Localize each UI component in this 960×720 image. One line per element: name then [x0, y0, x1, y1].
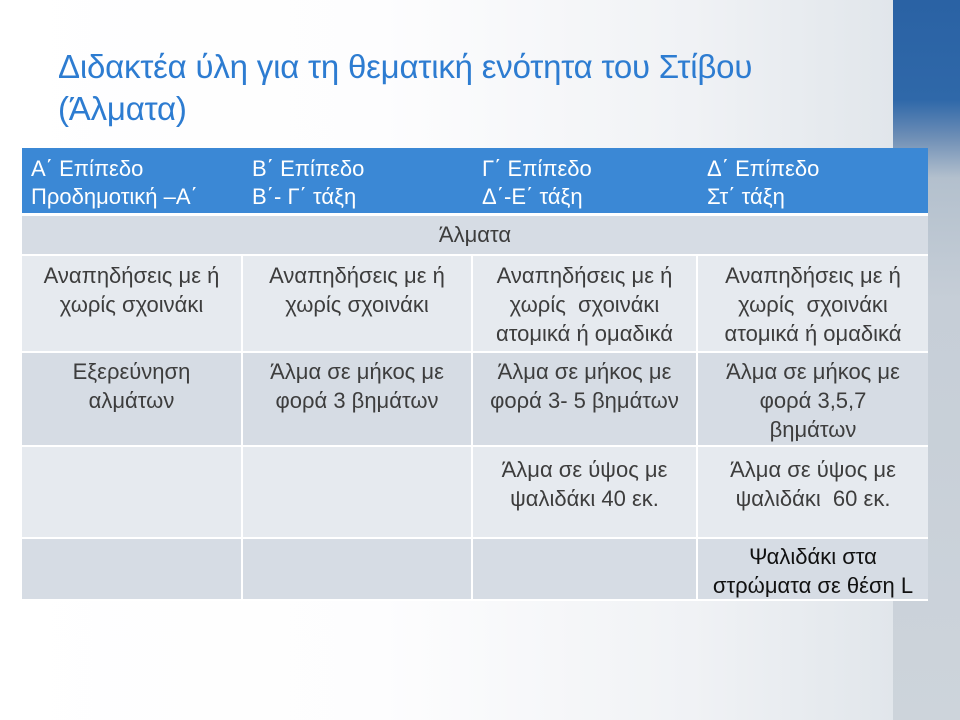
cell-d-high-jump	[698, 447, 928, 539]
cell-b-empty	[243, 447, 473, 539]
cell-text-line: χωρίς σχοινάκι	[509, 292, 660, 317]
cell-a-bounces	[22, 256, 243, 353]
cell-b-bounces	[243, 256, 473, 353]
header-cell-level-b	[243, 148, 473, 216]
header-grade-label: Β΄- Γ΄ τάξη	[252, 184, 357, 209]
cell-text-line: Άλμα σε ύψος με	[730, 457, 896, 482]
header-level-label: Α΄ Επίπεδο	[31, 156, 144, 181]
cell-text-line: φορά 3,5,7	[759, 388, 867, 413]
header-grade-label: Προδημοτική –Α΄	[31, 184, 198, 209]
cell-c-high-jump	[473, 447, 698, 539]
cell-a-empty	[22, 539, 243, 601]
cell-text-line: Εξερεύνηση	[72, 359, 191, 384]
cell-text-line: Αναπηδήσεις με ή	[269, 263, 445, 288]
cell-a-jump-exploration	[22, 353, 243, 447]
header-grade-label: Στ΄ τάξη	[707, 184, 785, 209]
cell-text-line: Αναπηδήσεις με ή	[496, 263, 673, 288]
title-line-2: (Άλματα)	[58, 90, 187, 127]
cell-text-line: αλμάτων	[88, 388, 175, 413]
cell-text-line: ατομικά ή ομαδικά	[495, 321, 674, 346]
cell-text-line: ψαλιδάκι 40 εκ.	[510, 486, 659, 511]
cell-text-line: βημάτων	[769, 417, 857, 442]
cell-text-line: φορά 3 βημάτων	[275, 388, 439, 413]
cell-text-line: φορά 3- 5 βημάτων	[490, 388, 679, 413]
header-level-label: Δ΄ Επίπεδο	[707, 156, 820, 181]
cell-text-line: Άλμα σε μήκος με	[270, 359, 444, 384]
cell-b-long-jump	[243, 353, 473, 447]
cell-text-line: ατομικά ή ομαδικά	[724, 321, 902, 346]
header-cell-level-d	[698, 148, 928, 216]
slide-title	[58, 46, 878, 130]
cell-b-empty	[243, 539, 473, 601]
cell-c-empty	[473, 539, 698, 601]
header-cell-level-c	[473, 148, 698, 216]
header-level-label: Β΄ Επίπεδο	[252, 156, 365, 181]
cell-text-line: ψαλιδάκι 60 εκ.	[735, 486, 891, 511]
cell-c-long-jump	[473, 353, 698, 447]
title-line-1: Διδακτέα ύλη για τη θεματική ενότητα του Στίβου	[58, 48, 753, 85]
cell-text-line: Άλμα σε ύψος με	[501, 457, 668, 482]
curriculum-table	[22, 148, 928, 601]
cell-d-mat-scissor-jump	[698, 539, 928, 601]
header-grade-label: Δ΄-Ε΄ τάξη	[482, 184, 583, 209]
cell-text-line: χωρίς σχοινάκι	[738, 292, 888, 317]
cell-text-line: στρώματα σε θέση L	[712, 573, 914, 598]
cell-text-line: Άλμα σε μήκος με	[497, 359, 672, 384]
section-label: Άλματα	[438, 222, 512, 247]
cell-d-bounces	[698, 256, 928, 353]
cell-text-line: Αναπηδήσεις με ή	[725, 263, 901, 288]
cell-text-line: Ψαλιδάκι στα	[749, 544, 877, 569]
cell-text-line: Αναπηδήσεις με ή	[43, 263, 220, 288]
cell-text-line: Άλμα σε μήκος με	[726, 359, 900, 384]
cell-c-bounces	[473, 256, 698, 353]
cell-text-line: χωρίς σχοινάκι	[59, 292, 204, 317]
cell-d-long-jump	[698, 353, 928, 447]
cell-text-line: χωρίς σχοινάκι	[285, 292, 429, 317]
header-level-label: Γ΄ Επίπεδο	[482, 156, 592, 181]
section-row-jumps	[22, 216, 928, 256]
header-cell-level-a	[22, 148, 243, 216]
cell-a-empty	[22, 447, 243, 539]
